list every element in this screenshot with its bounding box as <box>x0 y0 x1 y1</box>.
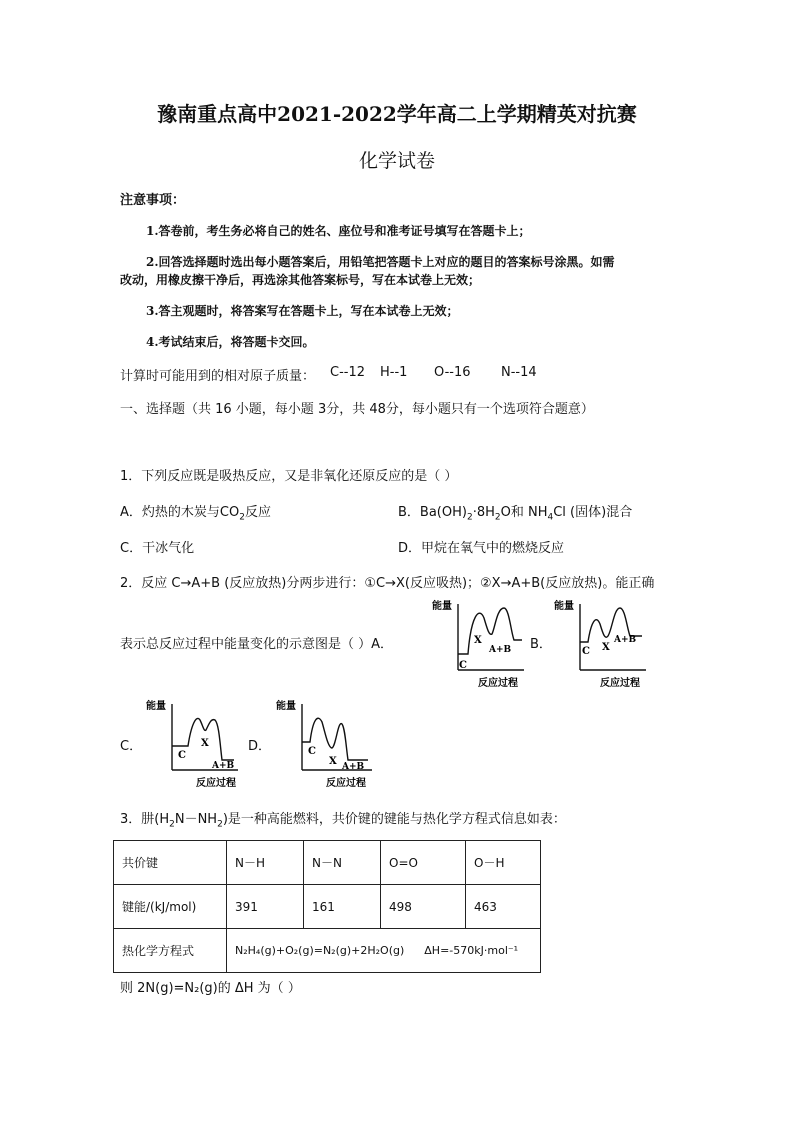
q2-stem-line1: 2．反应 C→A+B (反应放热)分两步进行：①C→X(反应吸热)；②X→A+B(反应放热)。能正确 <box>120 576 655 591</box>
page-subtitle: 化学试卷 <box>358 150 435 172</box>
graph-c-xlabel: 反应过程 <box>196 778 236 789</box>
graph-d-xlabel: 反应过程 <box>326 778 366 789</box>
graph-c-ab-label: A+B <box>212 761 235 771</box>
table-cell: 共价键 <box>114 841 227 885</box>
graph-c-x-label: X <box>201 738 209 749</box>
table-cell: 键能/(kJ/mol) <box>114 885 227 929</box>
table-row <box>114 841 541 885</box>
graph-a-ab-label: A+B <box>489 645 512 655</box>
notice-item-1: 1.答卷前，考生务必将自己的姓名、座位号和准考证号填写在答题卡上； <box>146 224 531 238</box>
graph-b-x-label: X <box>602 642 610 653</box>
graph-b-c-label: C <box>582 646 590 657</box>
energy-diagram-c <box>142 696 242 792</box>
graph-b-ab-label: A+B <box>614 635 637 645</box>
table-cell: O－H <box>466 841 541 885</box>
graph-a-ylabel: 能量 <box>432 601 452 612</box>
notice-item-3: 3.答主观题时，将答案写在答题卡上，写在本试卷上无效； <box>146 304 459 318</box>
thermo-equation: N₂H₄(g)+O₂(g)=N₂(g)+2H₂O(g) <box>235 944 405 957</box>
graph-d-c-label: C <box>308 746 316 757</box>
notice-item-2-cont: 改动，用橡皮擦干净后，再选涂其他答案标号，写在本试卷上无效； <box>120 273 481 287</box>
table-row <box>114 929 541 973</box>
q1-stem: 1．下列反应既是吸热反应，又是非氧化还原反应的是（ ） <box>120 469 458 484</box>
graph-d-ab-label: A+B <box>342 762 365 772</box>
bond-energy-table <box>113 840 541 973</box>
energy-diagram-d <box>272 696 378 792</box>
q2-stem-line2: 表示总反应过程中能量变化的示意图是（ ）A． <box>120 637 394 652</box>
q2-option-b-label: B． <box>530 637 552 652</box>
energy-diagram-a <box>428 596 528 692</box>
graph-c-c-label: C <box>178 750 186 761</box>
table-cell: O=O <box>381 841 466 885</box>
notice-item-2: 2.回答选择题时选出每小题答案后，用铅笔把答题卡上对应的题目的答案标号涂黑。如需 <box>146 255 615 269</box>
thermo-delta-h: ΔH=-570kJ·mol⁻¹ <box>424 944 519 957</box>
table-cell: 161 <box>304 885 381 929</box>
atomic-mass-o: O--16 <box>434 365 471 380</box>
table-cell: 热化学方程式 <box>114 929 227 973</box>
table-cell: 463 <box>466 885 541 929</box>
graph-c-ylabel: 能量 <box>146 701 166 712</box>
notice-heading: 注意事项： <box>120 193 186 208</box>
atomic-masses-label: 计算时可能用到的相对原子质量： <box>120 369 316 384</box>
atomic-mass-c: C--12 <box>330 365 366 380</box>
graph-a-c-label: C <box>459 660 467 671</box>
q1-option-c: C．干冰气化 <box>120 541 195 556</box>
notice-item-4: 4.考试结束后，将答题卡交回。 <box>146 335 315 349</box>
table-cell: N－H <box>227 841 304 885</box>
graph-b-ylabel: 能量 <box>554 601 574 612</box>
q1-option-b: B．$Ba(OH)_2\cdot 8H_2O$和 $NH_4Cl$ (固体)混合 <box>398 505 633 523</box>
table-cell: 498 <box>381 885 466 929</box>
q3-stem: 3．肼$(H_2N-NH_2)$是一种高能燃料，共价键的键能与热化学方程式信息如表： <box>120 812 566 830</box>
graph-d-x-label: X <box>329 756 337 767</box>
thermo-equation-cell <box>227 929 541 973</box>
q1-option-a: A．灼热的木炭与$CO_2$反应 <box>120 505 271 523</box>
q2-option-c-label: C． <box>120 739 143 754</box>
table-cell: 391 <box>227 885 304 929</box>
q3-tail: 则 2N(g)=N₂(g)的 ΔH 为（ ） <box>120 981 301 996</box>
atomic-mass-n: N--14 <box>501 365 537 380</box>
table-row <box>114 885 541 929</box>
section-heading: 一、选择题（共 16 小题，每小题 3分，共 48分，每小题只有一个选项符合题意） <box>120 402 594 417</box>
graph-a-xlabel: 反应过程 <box>478 678 518 689</box>
energy-diagram-b <box>550 596 650 692</box>
q2-option-d-label: D． <box>248 739 272 754</box>
page-title: 豫南重点高中2021-2022学年高二上学期精英对抗赛 <box>157 102 637 126</box>
table-cell: N－N <box>304 841 381 885</box>
graph-d-ylabel: 能量 <box>276 701 296 712</box>
graph-b-xlabel: 反应过程 <box>600 678 640 689</box>
q1-option-d: D．甲烷在氧气中的燃烧反应 <box>398 541 565 556</box>
atomic-mass-h: H--1 <box>380 365 408 380</box>
graph-a-x-label: X <box>474 635 482 646</box>
